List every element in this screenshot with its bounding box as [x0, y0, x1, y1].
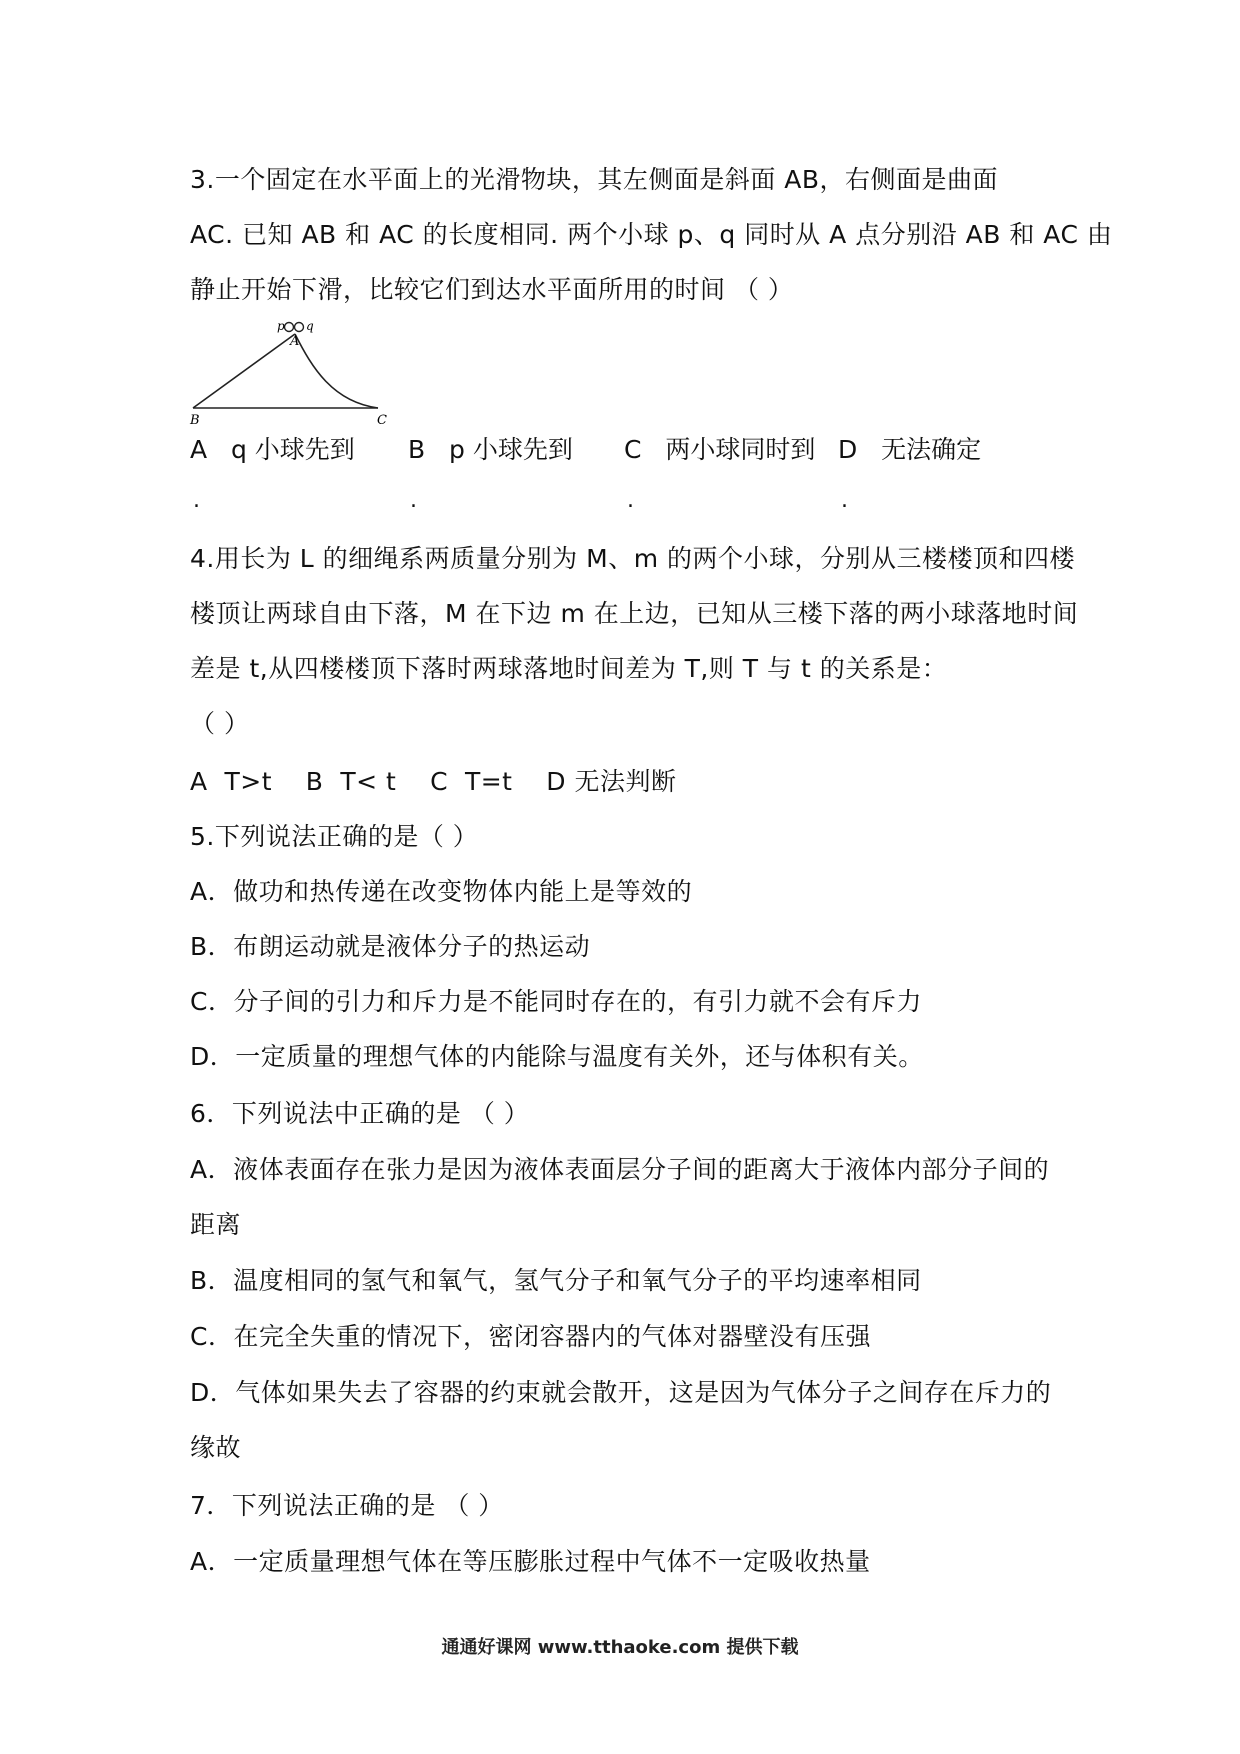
- ball-p: [285, 323, 294, 332]
- q3-stem-line-3: 静止开始下滑，比较它们到达水平面所用的时间 （ ）: [190, 275, 794, 304]
- q3-option-c-letter: C: [624, 435, 642, 464]
- q5-option-b: B．布朗运动就是液体分子的热运动: [190, 932, 591, 961]
- q3-stem-line-1: 3.一个固定在水平面上的光滑物块，其左侧面是斜面 AB，右侧面是曲面: [190, 165, 999, 194]
- ball-q: [295, 323, 304, 332]
- q5-option-c: C．分子间的引力和斥力是不能同时存在的，有引力就不会有斥力: [190, 987, 922, 1016]
- q6-option-d-line-1: D．气体如果失去了容器的约束就会散开，这是因为气体分子之间存在斥力的: [190, 1378, 1052, 1407]
- q6-option-a-line-1: A．液体表面存在张力是因为液体表面层分子间的距离大于液体内部分子间的: [190, 1155, 1050, 1184]
- q5-option-d: D．一定质量的理想气体的内能除与温度有关外，还与体积有关。: [190, 1042, 924, 1071]
- q7-option-a: A．一定质量理想气体在等压膨胀过程中气体不一定吸收热量: [190, 1547, 871, 1576]
- q4-stem-line-3: 差是 t,从四楼楼顶下落时两球落地时间差为 T,则 T 与 t 的关系是：: [190, 654, 948, 683]
- q3-figure-slope-curve: [188, 318, 398, 432]
- q4-stem-line-4: （ ）: [190, 709, 250, 738]
- q3-stem-line-2: AC. 已知 AB 和 AC 的长度相同. 两个小球 p、q 同时从 A 点分别沿 AB 和 AC 由: [190, 220, 1113, 249]
- label-b: B: [190, 413, 200, 428]
- slope-ab: [193, 334, 295, 408]
- q3-option-b-text: p 小球先到: [449, 435, 573, 464]
- q6-option-c: C．在完全失重的情况下，密闭容器内的气体对器壁没有压强: [190, 1322, 871, 1351]
- label-a: A: [290, 334, 300, 349]
- q3-option-d-letter: D: [838, 435, 858, 464]
- q3-option-d-text: 无法确定: [881, 435, 982, 464]
- q3-option-a-letter: A: [190, 435, 208, 464]
- label-q: q: [306, 319, 314, 333]
- q3-option-d-dot: .: [841, 488, 848, 513]
- q5-option-a: A．做功和热传递在改变物体内能上是等效的: [190, 877, 693, 906]
- q3-option-a-dot: .: [193, 488, 200, 513]
- q3-option-d: [838, 433, 981, 467]
- q5-stem: 5.下列说法正确的是（ ）: [190, 822, 479, 851]
- q3-option-b-dot: .: [410, 488, 417, 513]
- q3-option-c-text: 两小球同时到: [665, 435, 816, 464]
- curve-ac: [295, 334, 378, 408]
- label-c: C: [377, 413, 387, 428]
- q6-stem: 6．下列说法中正确的是 （ ）: [190, 1099, 530, 1128]
- q6-option-b: B．温度相同的氢气和氧气，氢气分子和氧气分子的平均速率相同: [190, 1266, 922, 1295]
- q4-options: A T>t B T< t C T=t D 无法判断: [190, 767, 677, 796]
- q3-option-a-text: q 小球先到: [230, 435, 355, 464]
- q3-option-b: [408, 433, 573, 467]
- q7-stem: 7．下列说法正确的是 （ ）: [190, 1491, 504, 1520]
- q6-option-a-line-2: 距离: [190, 1210, 242, 1239]
- q3-option-b-letter: B: [408, 435, 426, 464]
- q3-option-c-dot: .: [627, 488, 634, 513]
- q4-stem-line-2: 楼顶让两球自由下落，M 在下边 m 在上边，已知从三楼下落的两小球落地时间: [190, 599, 1079, 628]
- label-p: p: [277, 319, 285, 333]
- q3-figure-svg: [188, 318, 398, 428]
- page-footer: 通通好课网 www.tthaoke.com 提供下载: [441, 1637, 799, 1658]
- q4-stem-line-1: 4.用长为 L 的细绳系两质量分别为 M、m 的两个小球，分别从三楼楼顶和四楼: [190, 544, 1075, 573]
- q6-option-d-line-2: 缘故: [190, 1433, 242, 1462]
- q3-option-a: [190, 433, 355, 467]
- q3-option-c: [624, 433, 815, 467]
